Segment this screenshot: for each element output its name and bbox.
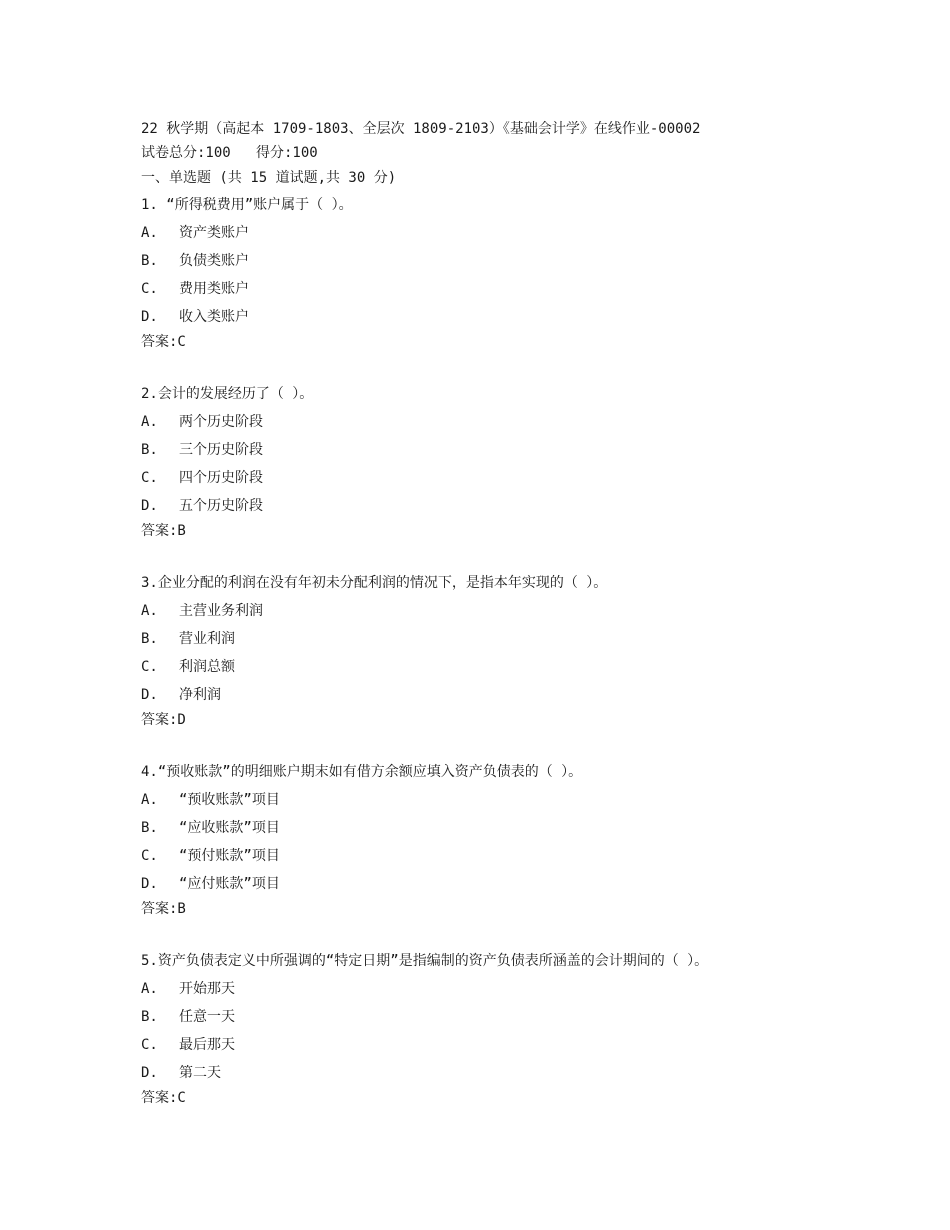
- answer-key: 答案:D: [141, 712, 186, 728]
- option-letter: A.: [141, 414, 158, 430]
- question-stem: 5.资产负债表定义中所强调的“特定日期”是指编制的资产负债表所涵盖的会计期间的（ ）。: [141, 953, 709, 969]
- question-stem: 4.“预收账款”的明细账户期末如有借方余额应填入资产负债表的（ ）。: [141, 764, 583, 780]
- question-3: [141, 569, 921, 731]
- option-text: 开始那天: [179, 981, 235, 997]
- option-d: [141, 681, 921, 709]
- option-text: 资产类账户: [179, 225, 249, 241]
- option-d: [141, 492, 921, 520]
- option-d: [141, 303, 921, 331]
- option-text: 费用类账户: [179, 281, 249, 297]
- answer-key: 答案:C: [141, 1090, 186, 1106]
- option-letter: D.: [141, 498, 158, 514]
- option-b: [141, 814, 921, 842]
- question-2: [141, 380, 921, 542]
- option-text: 营业利润: [179, 631, 235, 647]
- option-text: 最后那天: [179, 1037, 235, 1053]
- option-text: 三个历史阶段: [179, 442, 263, 458]
- spacer: [141, 731, 921, 758]
- option-text: 主营业务利润: [179, 603, 263, 619]
- option-text: 第二天: [179, 1065, 221, 1081]
- option-letter: A.: [141, 225, 158, 241]
- option-letter: A.: [141, 981, 158, 997]
- option-c: [141, 653, 921, 681]
- question-4: [141, 758, 921, 920]
- answer-key: 答案:C: [141, 334, 186, 350]
- option-letter: D.: [141, 1065, 158, 1081]
- option-letter: C.: [141, 281, 158, 297]
- option-text: 两个历史阶段: [179, 414, 263, 430]
- option-b: [141, 625, 921, 653]
- option-text: 五个历史阶段: [179, 498, 263, 514]
- question-stem: 1. “所得税费用”账户属于（ ）。: [141, 197, 353, 213]
- question-1: [141, 191, 921, 353]
- option-text: 收入类账户: [179, 309, 249, 325]
- question-5: [141, 947, 921, 1109]
- option-text: “应付账款”项目: [179, 876, 280, 892]
- option-d: [141, 1059, 921, 1087]
- document-page: [141, 117, 921, 1109]
- option-text: 任意一天: [179, 1009, 235, 1025]
- document-title: 22 秋学期（高起本 1709-1803、全层次 1809-2103）《基础会计学》在线作业-00002: [141, 121, 701, 137]
- option-c: [141, 842, 921, 870]
- option-text: 四个历史阶段: [179, 470, 263, 486]
- option-c: [141, 1031, 921, 1059]
- option-letter: B.: [141, 442, 158, 458]
- option-text: “预付账款”项目: [179, 848, 280, 864]
- option-a: [141, 219, 921, 247]
- option-d: [141, 870, 921, 898]
- question-stem: 3.企业分配的利润在没有年初未分配利润的情况下，是指本年实现的（ ）。: [141, 575, 608, 591]
- option-letter: B.: [141, 1009, 158, 1025]
- option-text: “预收账款”项目: [179, 792, 280, 808]
- option-a: [141, 786, 921, 814]
- option-b: [141, 436, 921, 464]
- option-text: “应收账款”项目: [179, 820, 280, 836]
- option-letter: D.: [141, 687, 158, 703]
- option-a: [141, 408, 921, 436]
- option-letter: C.: [141, 659, 158, 675]
- option-b: [141, 1003, 921, 1031]
- answer-key: 答案:B: [141, 523, 186, 539]
- option-letter: D.: [141, 876, 158, 892]
- option-letter: B.: [141, 820, 158, 836]
- option-letter: A.: [141, 792, 158, 808]
- option-b: [141, 247, 921, 275]
- spacer: [141, 353, 921, 380]
- spacer: [141, 920, 921, 947]
- answer-key: 答案:B: [141, 901, 186, 917]
- option-letter: C.: [141, 1037, 158, 1053]
- option-a: [141, 975, 921, 1003]
- option-letter: B.: [141, 253, 158, 269]
- option-letter: C.: [141, 470, 158, 486]
- option-letter: D.: [141, 309, 158, 325]
- score-summary: 试卷总分:100 得分:100: [141, 145, 318, 161]
- question-stem: 2.会计的发展经历了（ ）。: [141, 386, 314, 402]
- option-c: [141, 275, 921, 303]
- option-text: 净利润: [179, 687, 221, 703]
- option-a: [141, 597, 921, 625]
- option-text: 利润总额: [179, 659, 235, 675]
- option-letter: A.: [141, 603, 158, 619]
- spacer: [141, 542, 921, 569]
- option-letter: B.: [141, 631, 158, 647]
- option-c: [141, 464, 921, 492]
- option-text: 负债类账户: [179, 253, 249, 269]
- section-header: 一、单选题 (共 15 道试题,共 30 分): [141, 170, 397, 186]
- option-letter: C.: [141, 848, 158, 864]
